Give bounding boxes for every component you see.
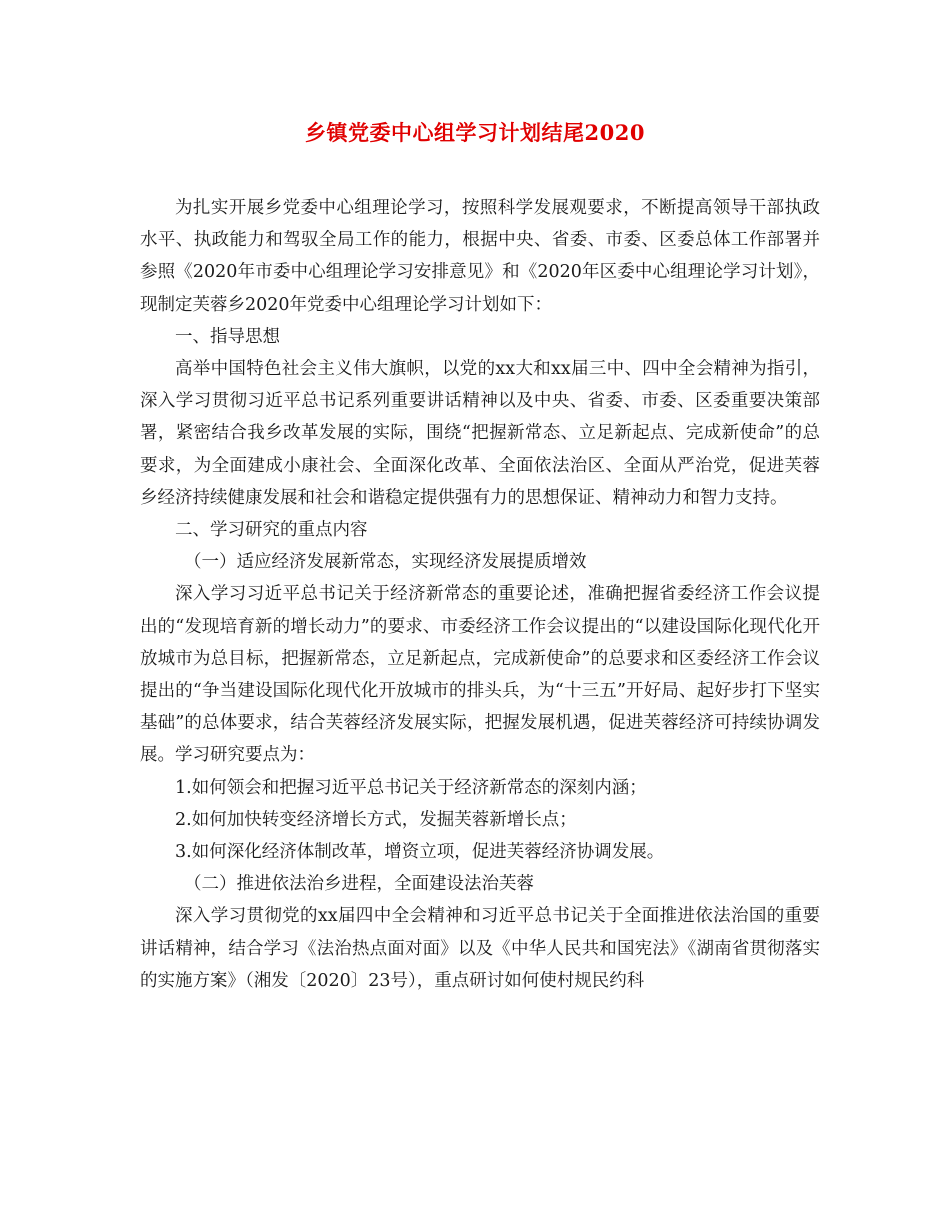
list-item-3: 3.如何深化经济体制改革，增资立项，促进芙蓉经济协调发展。 xyxy=(175,842,665,863)
intro-paragraph: 为扎实开展乡党委中心组理论学习，按照科学发展观要求，不断提高领导干部执政水平、执政能力和驾驭全局工作的能力，根据中央、省委、市委、区委总体工作部署并参照《2020年市委中心组理论学习安排意见》和《2020年区委中心组理论学习计划》，现制定芙蓉乡2020年党委中心组理论学习计划如下： xyxy=(140,198,820,315)
section-heading-key-content: 二、学习研究的重点内容 xyxy=(175,520,368,541)
subsection-heading-rule-of-law: （二）推进依法治乡进程，全面建设法治芙蓉 xyxy=(184,874,534,895)
section-heading-guiding-ideology: 一、指导思想 xyxy=(175,326,280,347)
guiding-ideology-paragraph: 高举中国特色社会主义伟大旗帜，以党的xx大和xx届三中、四中全会精神为指引，深入学习贯彻习近平总书记系列重要讲话精神以及中央、省委、市委、区委重要决策部署，紧密结合我乡改革发展的实际，围绕“把握新常态、立足新起点、完成新使命”的总要求，为全面建成小康社会、全面深化改革、全面依法治区、全面从严治党，促进芙蓉乡经济持续健康发展和社会和谐稳定提供强有力的思想保证、精神动力和智力支持。 xyxy=(140,359,820,508)
subsection-heading-economy: （一）适应经济发展新常态，实现经济发展提质增效 xyxy=(184,552,587,573)
document-body xyxy=(140,192,820,997)
economy-paragraph: 深入学习习近平总书记关于经济新常态的重要论述，准确把握省委经济工作会议提出的“发现培育新的增长动力”的要求、市委经济工作会议提出的“以建设国际化现代化开放城市为总目标，把握新常态，立足新起点，完成新使命”的总要求和区委经济工作会议提出的“争当建设国际化现代化开放城市的排头兵，为“十三五”开好局、起好步打下坚实基础”的总体要求，结合芙蓉经济发展实际，把握发展机遇，促进芙蓉经济可持续协调发展。学习研究要点为： xyxy=(140,584,820,766)
list-item-2: 2.如何加快转变经济增长方式，发掘芙蓉新增长点； xyxy=(175,809,577,830)
list-item-1: 1.如何领会和把握习近平总书记关于经济新常态的深刻内涵； xyxy=(175,777,647,798)
rule-of-law-paragraph: 深入学习贯彻党的xx届四中全会精神和习近平总书记关于全面推进依法治国的重要讲话精神，结合学习《法治热点面对面》以及《中华人民共和国宪法》《湖南省贯彻落实的实施方案》（湘发〔2020〕23号），重点研讨如何使村规民约科 xyxy=(140,906,820,991)
document-title: 乡镇党委中心组学习计划结尾2020 xyxy=(305,120,645,145)
